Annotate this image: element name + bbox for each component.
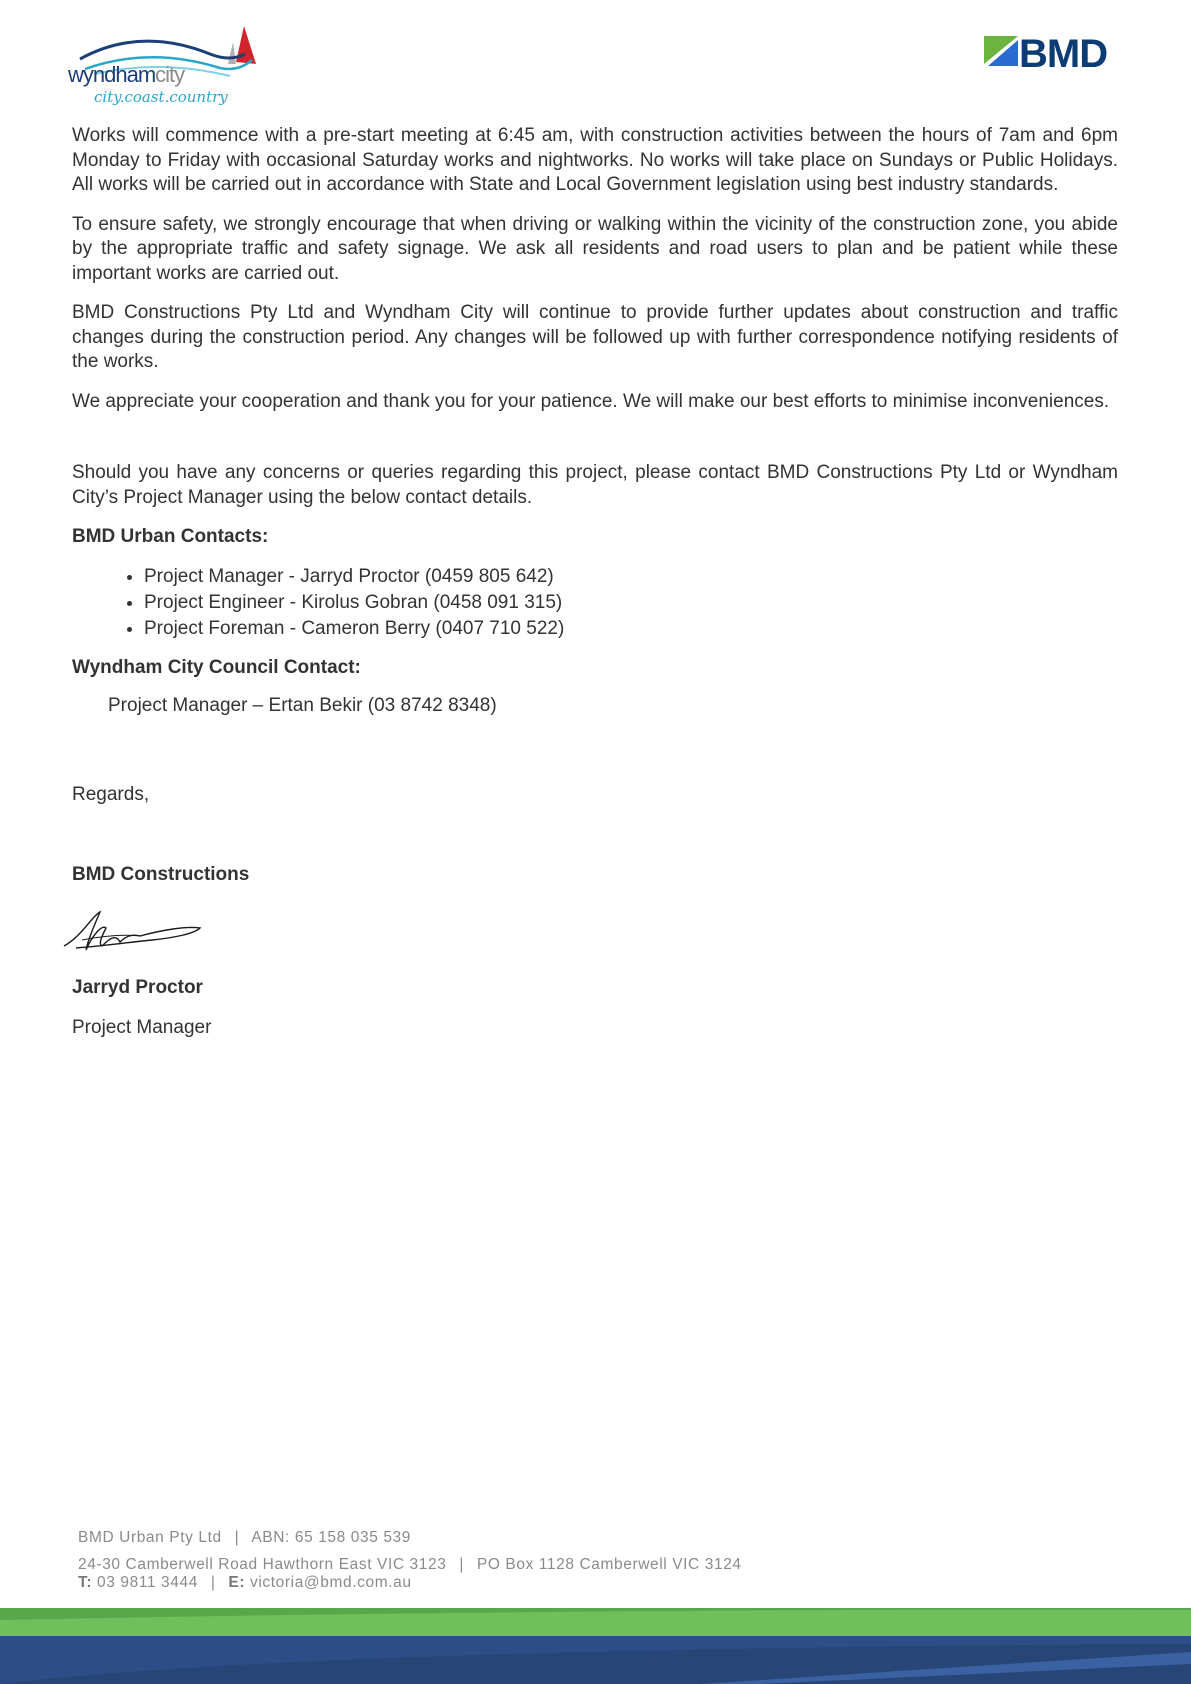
council-contact-heading: Wyndham City Council Contact: — [72, 656, 361, 678]
signer-title: Project Manager — [72, 1017, 212, 1038]
contact-project-engineer: • Project Engineer - Kirolus Gobran (0458 091 315) — [144, 590, 1118, 616]
footer-po-box: PO Box 1128 Camberwell VIC 3124 — [476, 1556, 742, 1573]
svg-text:wyndhamcity: wyndhamcity — [68, 62, 185, 87]
footer-address: 24-30 Camberwell Road Hawthorn East VIC 3123 — [78, 1556, 447, 1573]
wyndham-city-logo — [60, 14, 260, 114]
paragraph-concerns: Should you have any concerns or queries regarding this project, please contact BMD Constructions Pty Ltd or Wyndham City’s Project Manager using the below contact details. — [72, 462, 1118, 508]
footer-company-line: BMD Urban Pty Ltd | ABN: 65 158 035 539 — [78, 1529, 411, 1546]
signer-name: Jarryd Proctor — [72, 976, 203, 998]
footer-address-line: 24-30 Camberwell Road Hawthorn East VIC 3123 | PO Box 1128 Camberwell VIC 3124 — [78, 1556, 742, 1573]
bmd-logo — [984, 36, 1148, 72]
closing-regards: Regards, — [72, 783, 150, 805]
footer-phone: 03 9811 3444 — [97, 1574, 198, 1591]
letter-body — [72, 124, 1118, 1041]
svg-text:city.coast.country: city.coast.country — [94, 88, 228, 106]
footer-band — [0, 1608, 1191, 1684]
paragraph-safety: To ensure safety, we strongly encourage that when driving or walking within the vicinity of the construction zone, you abide by the appropriate traffic and safety signage. We ask all residents and road users to plan and be patient while these important works are carried out. — [72, 213, 1118, 284]
footer-contact-line: T: 03 9811 3444 | E: victoria@bmd.com.au — [78, 1574, 412, 1591]
contact-project-manager: • Project Manager - Jarryd Proctor (0459 805 642) — [144, 564, 1118, 590]
paragraph-appreciation: We appreciate your cooperation and thank you for your patience. We will make our best efforts to minimise inconveniences. — [72, 390, 1110, 412]
footer-email: victoria@bmd.com.au — [250, 1574, 412, 1591]
paragraph-updates: BMD Constructions Pty Ltd and Wyndham City will continue to provide further updates about construction and traffic changes during the construction period. Any changes will be followed up with further correspondence notifying residents of the works. — [72, 302, 1118, 372]
paragraph-works-schedule: Works will commence with a pre-start meeting at 6:45 am, with construction activities between the hours of 7am and 6pm Monday to Friday with occasional Saturday works and nightworks. No works will take place on Sundays or Public Holidays. All works will be carried out in accordance with State and Local Government legislation using best industry standards. — [72, 125, 1118, 195]
svg-text:BMD: BMD — [1019, 36, 1108, 72]
footer-abn: ABN: 65 158 035 539 — [251, 1529, 411, 1546]
contact-project-foreman: • Project Foreman - Cameron Berry (0407 710 522) — [144, 616, 1118, 642]
company-name: BMD Constructions — [72, 864, 250, 885]
footer-company: BMD Urban Pty Ltd — [78, 1529, 222, 1546]
bmd-contacts-heading: BMD Urban Contacts: — [72, 526, 269, 547]
council-contact: Project Manager – Ertan Bekir (03 8742 8348) — [108, 695, 497, 716]
signature — [62, 906, 207, 958]
bmd-contacts-list — [72, 564, 1118, 642]
